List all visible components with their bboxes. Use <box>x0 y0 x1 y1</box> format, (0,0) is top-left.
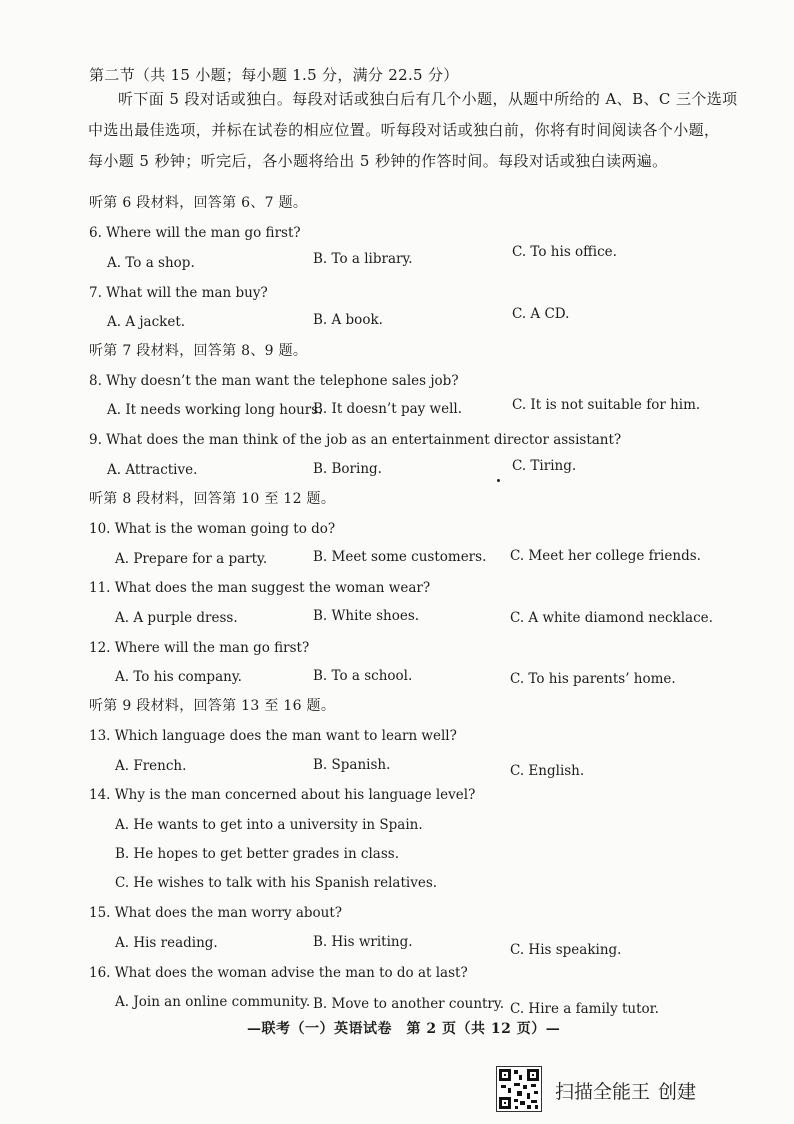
question-6-option-b: B. To a library. <box>313 251 413 267</box>
question-9-option-b: B. Boring. <box>313 461 382 477</box>
question-14-option-a: A. He wants to get into a university in Spain. <box>115 817 423 833</box>
question-12-option-a: A. To his company. <box>115 669 242 685</box>
question-11-option-c: C. A white diamond necklace. <box>510 610 713 626</box>
question-12-option-b: B. To a school. <box>313 668 413 684</box>
question-15-option-b: B. His writing. <box>313 934 413 950</box>
stray-dot <box>497 479 500 482</box>
question-15-stem: 15. What does the man worry about? <box>89 905 342 921</box>
question-12-option-c: C. To his parents’ home. <box>510 671 676 687</box>
question-7-option-a: A. A jacket. <box>107 314 186 330</box>
page-footer: —联考（一）英语试卷 第 2 页（共 12 页）— <box>247 1021 561 1037</box>
instruction-line-1: 听下面 5 段对话或独白。每段对话或独白后有几个小题，从题中所给的 A、B、C 三个选项 <box>118 90 738 108</box>
question-11-option-a: A. A purple dress. <box>115 610 238 626</box>
segment-9-heading: 听第 9 段材料，回答第 13 至 16 题。 <box>89 698 336 714</box>
question-16-stem: 16. What does the woman advise the man to do at last? <box>89 965 468 981</box>
question-13-option-c: C. English. <box>510 763 585 779</box>
question-13-option-b: B. Spanish. <box>313 757 391 773</box>
section-header: 第二节（共 15 小题；每小题 1.5 分，满分 22.5 分） <box>89 66 459 84</box>
question-13-option-a: A. French. <box>115 758 187 774</box>
segment-8-heading: 听第 8 段材料，回答第 10 至 12 题。 <box>89 491 336 507</box>
question-14-option-b: B. He hopes to get better grades in class. <box>115 846 400 862</box>
question-7-option-c: C. A CD. <box>512 306 570 322</box>
question-7-option-b: B. A book. <box>313 312 383 328</box>
question-15-option-c: C. His speaking. <box>510 942 622 958</box>
question-7-stem: 7. What will the man buy? <box>89 285 268 301</box>
question-6-option-c: C. To his office. <box>512 244 617 260</box>
question-11-option-b: B. White shoes. <box>313 608 420 624</box>
question-15-option-a: A. His reading. <box>115 935 218 951</box>
question-10-option-a: A. Prepare for a party. <box>115 551 268 567</box>
question-8-stem: 8. Why doesn’t the man want the telephone sales job? <box>89 373 459 389</box>
question-10-option-c: C. Meet her college friends. <box>510 548 701 564</box>
question-16-option-b: B. Move to another country. <box>313 996 505 1012</box>
question-8-option-a: A. It needs working long hours. <box>107 402 323 418</box>
segment-6-heading: 听第 6 段材料，回答第 6、7 题。 <box>89 195 308 211</box>
instruction-line-2: 中选出最佳选项，并标在试卷的相应位置。听每段对话或独白前，你将有时间阅读各个小题， <box>88 121 720 139</box>
question-9-option-a: A. Attractive. <box>107 462 198 478</box>
question-14-stem: 14. Why is the man concerned about his language level? <box>89 787 476 803</box>
question-16-option-a: A. Join an online community. <box>115 994 311 1010</box>
question-6-option-a: A. To a shop. <box>107 255 195 271</box>
qr-code-icon <box>496 1066 542 1112</box>
question-16-option-c: C. Hire a family tutor. <box>510 1001 659 1017</box>
question-14-option-c: C. He wishes to talk with his Spanish relatives. <box>115 875 438 891</box>
question-6-stem: 6. Where will the man go first? <box>89 225 301 241</box>
watermark-brand-text: 扫描全能王 <box>555 1081 651 1103</box>
scanner-watermark <box>555 1077 696 1104</box>
question-8-option-c: C. It is not suitable for him. <box>512 397 701 413</box>
question-12-stem: 12. Where will the man go first? <box>89 640 310 656</box>
question-11-stem: 11. What does the man suggest the woman wear? <box>89 580 431 596</box>
question-10-option-b: B. Meet some customers. <box>313 549 487 565</box>
question-9-option-c: C. Tiring. <box>512 458 577 474</box>
question-13-stem: 13. Which language does the man want to learn well? <box>89 728 457 744</box>
watermark-create-text: 创建 <box>658 1081 697 1103</box>
segment-7-heading: 听第 7 段材料，回答第 8、9 题。 <box>89 343 308 359</box>
question-10-stem: 10. What is the woman going to do? <box>89 521 336 537</box>
question-8-option-b: B. It doesn’t pay well. <box>313 401 463 417</box>
question-9-stem: 9. What does the man think of the job as an entertainment director assistant? <box>89 432 622 448</box>
instruction-line-3: 每小题 5 秒钟；听完后，各小题将给出 5 秒钟的作答时间。每段对话或独白读两遍。 <box>88 152 668 170</box>
